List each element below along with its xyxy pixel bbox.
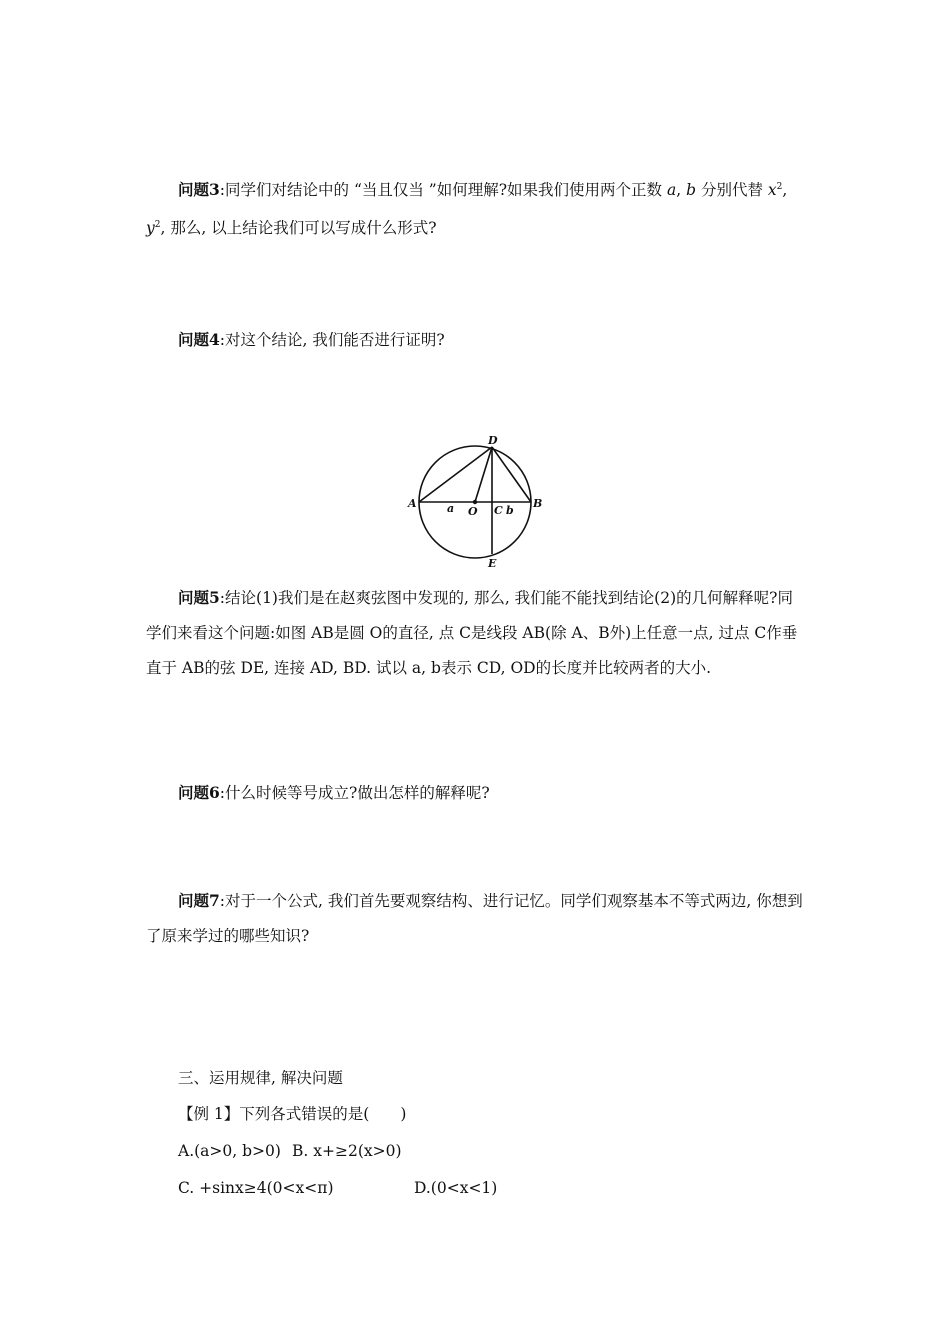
option-b: B. x+≥2(x>0) — [292, 1142, 402, 1160]
question-label: 问题7 — [178, 891, 220, 910]
question-label: 问题5 — [178, 588, 220, 607]
segment-od — [475, 447, 492, 502]
question-7: 问题7:对于一个公式, 我们首先要观察结构、进行记忆。同学们观察基本不等式两边, 你想到了原来学过的哪些知识? — [146, 891, 803, 945]
example-1-title: 【例 1】下列各式错误的是( ) — [178, 1105, 407, 1123]
label-c: C — [494, 504, 503, 517]
question-3: 问题3:同学们对结论中的 “当且仅当 ”如何理解?如果我们使用两个正数 a, b 分别代替 $x^2$, $y^2$, 那么, 以上结论我们可以写成什么形式? — [146, 180, 788, 238]
label-o: O — [468, 505, 478, 518]
question-label: 问题3 — [178, 180, 220, 200]
question-label: 问题6 — [178, 783, 220, 802]
label-a-length: a — [447, 502, 455, 515]
label-a: A — [408, 497, 417, 510]
question-6: 问题6:什么时候等号成立?做出怎样的解释呢? — [178, 783, 490, 802]
question-5: 问题5:结论(1)我们是在赵爽弦图中发现的, 那么, 我们能不能找到结论(2)的几何解释呢?同学们来看这个问题:如图 AB是圆 O的直径, 点 C是线段 AB(除 A、B外)上任意一点, 过点 C作垂直于 AB的弦 DE, 连接 AD, BD. 试以 a, b表示 CD, OD的长度并比较两者的大小. — [146, 588, 798, 677]
label-b-length: b — [506, 504, 514, 517]
question-label: 问题4 — [178, 330, 220, 349]
question-4: 问题4:对这个结论, 我们能否进行证明? — [178, 330, 445, 349]
segment-bd — [492, 447, 531, 502]
option-c: C. +sinx≥4(0<x<π) — [178, 1179, 334, 1197]
section-heading: 三、运用规律, 解决问题 — [178, 1069, 343, 1087]
label-b: B — [533, 497, 543, 510]
label-d: D — [488, 434, 498, 447]
label-e: E — [488, 557, 497, 570]
circle-diagram — [400, 430, 560, 575]
option-a: A.(a>0, b>0) — [178, 1142, 281, 1160]
option-d: D.(0<x<1) — [414, 1179, 498, 1197]
segment-ad — [419, 447, 492, 502]
center-point-o — [473, 500, 477, 504]
